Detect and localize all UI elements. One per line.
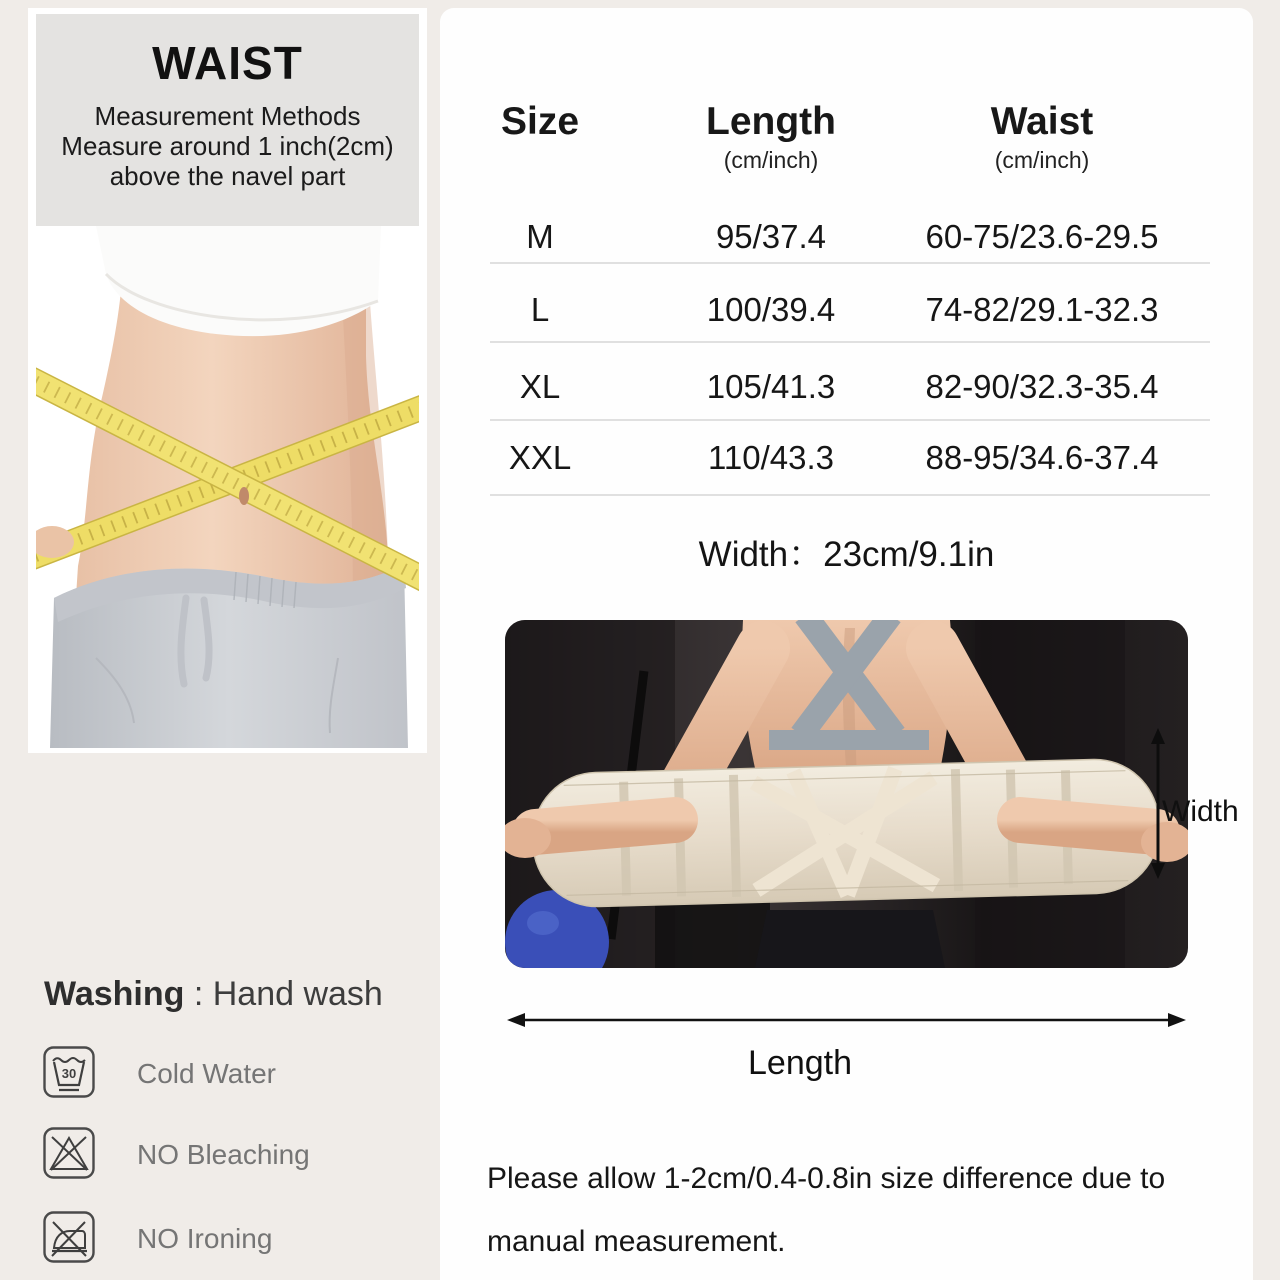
table-cell-waist: 88-95/34.6-37.4	[925, 439, 1159, 476]
method-text-line: Measurement Methods	[94, 101, 361, 131]
length-arrow	[505, 1010, 1188, 1030]
method-text-line: Measure around 1 inch(2cm)	[61, 131, 394, 161]
row-divider	[490, 419, 1210, 421]
size-chart-panel	[440, 8, 1253, 1280]
table-cell-size: M	[526, 218, 554, 255]
column-header-waist: Waist	[990, 100, 1094, 143]
table-cell-size: XXL	[508, 439, 572, 476]
row-divider	[490, 262, 1210, 264]
measurement-disclaimer-line2: manual measurement.	[487, 1225, 786, 1258]
table-cell-length: 100/39.4	[706, 291, 836, 328]
waist-measuring-illustration	[36, 226, 419, 748]
column-unit-length: (cm/inch)	[723, 147, 819, 173]
panel-title: WAIST	[152, 37, 303, 89]
care-label-no-bleaching: NO Bleaching	[137, 1139, 310, 1170]
column-unit-waist: (cm/inch)	[994, 147, 1090, 173]
table-cell-waist: 60-75/23.6-29.5	[925, 218, 1159, 255]
measurement-info-panel	[28, 8, 427, 753]
length-dimension-label: Length	[748, 1044, 852, 1082]
table-cell-length: 110/43.3	[707, 439, 834, 476]
care-label-cold-water: Cold Water	[137, 1058, 277, 1089]
belt-product-photo	[505, 620, 1188, 968]
width-dimension-label: Width	[1162, 795, 1239, 828]
washing-title	[44, 975, 383, 1014]
no-iron-icon	[42, 1210, 96, 1264]
washing-title-value: : Hand wash	[184, 975, 383, 1013]
wash-cold-30-icon	[42, 1045, 96, 1099]
no-bleach-icon	[42, 1126, 96, 1180]
measurement-method-box	[36, 14, 419, 226]
belt-width-note: Width：23cm/9.1in	[698, 535, 995, 574]
row-divider	[490, 494, 1210, 496]
measurement-disclaimer-line1: Please allow 1-2cm/0.4-0.8in size difference due to	[487, 1162, 1166, 1195]
table-cell-size: XL	[519, 368, 561, 405]
table-cell-size: L	[530, 291, 550, 328]
table-cell-waist: 74-82/29.1-32.3	[925, 291, 1159, 328]
method-text-line: above the navel part	[109, 161, 346, 191]
wash-temp-label: 30	[61, 1066, 77, 1081]
table-cell-length: 95/37.4	[715, 218, 827, 255]
row-divider	[490, 341, 1210, 343]
care-label-no-ironing: NO Ironing	[137, 1223, 273, 1254]
belt-stretch-illustration	[505, 620, 1188, 968]
table-cell-length: 105/41.3	[706, 368, 836, 405]
waist-measuring-photo	[36, 226, 419, 748]
column-header-size: Size	[500, 100, 580, 143]
washing-title-bold: Washing	[44, 975, 185, 1013]
column-header-length: Length	[706, 100, 836, 143]
table-cell-waist: 82-90/32.3-35.4	[925, 368, 1159, 405]
